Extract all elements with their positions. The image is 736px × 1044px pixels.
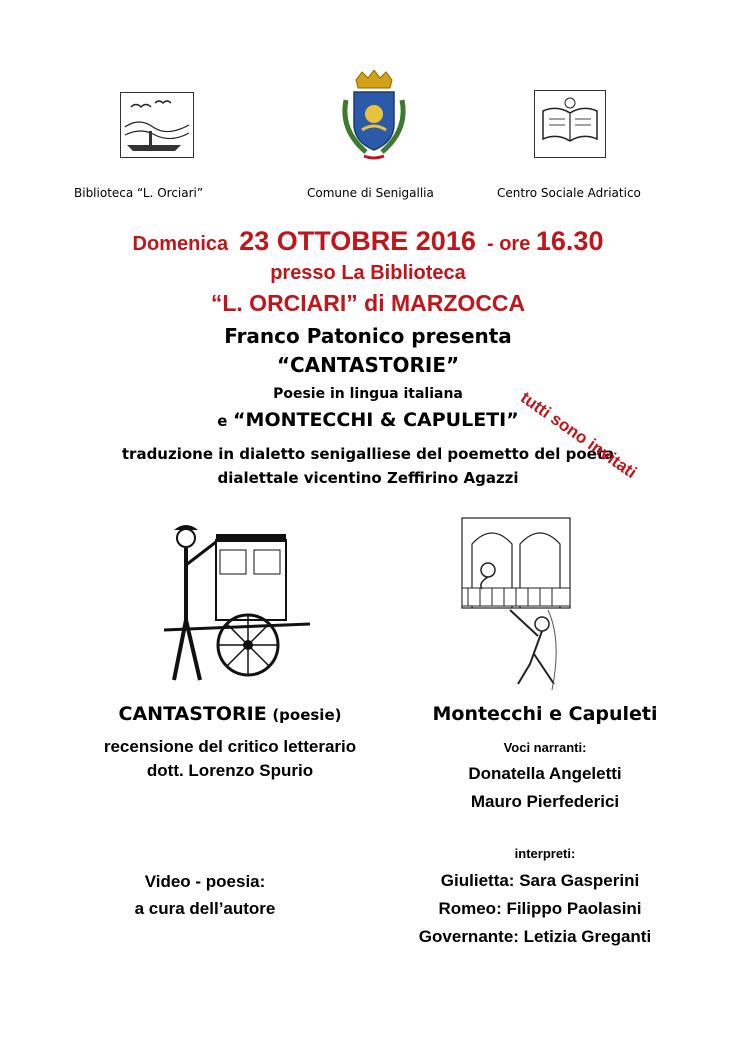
balcony-scene-illustration <box>458 514 574 690</box>
description-line2: dialettale vicentino Zeffirino Agazzi <box>217 469 519 487</box>
comune-crest <box>334 70 414 162</box>
narrator-item: Mauro Pierfederici <box>470 792 620 811</box>
left-section-title <box>70 703 390 725</box>
invite-text: tutti sono invitati <box>517 388 641 483</box>
performer-item: Governante: Letizia Greganti <box>418 927 652 946</box>
work2-title: “MONTECCHI & CAPULETI” <box>233 409 519 431</box>
event-date-line <box>0 226 736 257</box>
event-day: Domenica <box>132 233 229 255</box>
video-line2: a cura dell’autore <box>134 899 276 918</box>
centro-caption: Centro Sociale Adriatico <box>497 186 641 200</box>
description-line1: traduzione in dialetto senigalliese del poemetto del poeta <box>121 445 615 463</box>
performers-label: interpreti: <box>514 846 576 861</box>
review-line1: recensione del critico letterario <box>103 737 357 756</box>
event-time: 16.30 <box>535 226 604 256</box>
video-line1: Video - poesia: <box>144 872 266 891</box>
venue-line1: presso La Biblioteca <box>270 262 466 284</box>
cantastorie-suffix: (poesie) <box>272 706 342 724</box>
presenter-line: Franco Patonico presenta <box>224 324 512 348</box>
connector-text: e <box>217 412 228 430</box>
venue-line2: “L. ORCIARI” di MARZOCCA <box>210 290 526 316</box>
centro-sociale-logo <box>534 90 606 158</box>
organ-grinder-illustration <box>160 520 320 690</box>
performer-item: Giulietta: Sara Gasperini <box>440 871 640 890</box>
work1-subtitle: Poesie in lingua italiana <box>273 386 463 402</box>
right-section-title: Montecchi e Capuleti <box>432 703 658 725</box>
comune-caption: Comune di Senigallia <box>307 186 434 200</box>
review-line2: dott. Lorenzo Spurio <box>146 761 314 780</box>
biblioteca-caption: Biblioteca “L. Orciari” <box>74 186 204 200</box>
narrators-label: Voci narranti: <box>503 740 587 755</box>
biblioteca-logo <box>120 92 194 158</box>
narrator-item: Donatella Angeletti <box>468 764 622 783</box>
event-time-prefix: - ore <box>486 233 531 255</box>
event-date: 23 OTTOBRE 2016 <box>239 226 476 256</box>
work2-line <box>0 409 736 431</box>
work1-title: “CANTASTORIE” <box>276 353 460 377</box>
cantastorie-title: CANTASTORIE <box>118 703 267 725</box>
performer-item: Romeo: Filippo Paolasini <box>438 899 642 918</box>
